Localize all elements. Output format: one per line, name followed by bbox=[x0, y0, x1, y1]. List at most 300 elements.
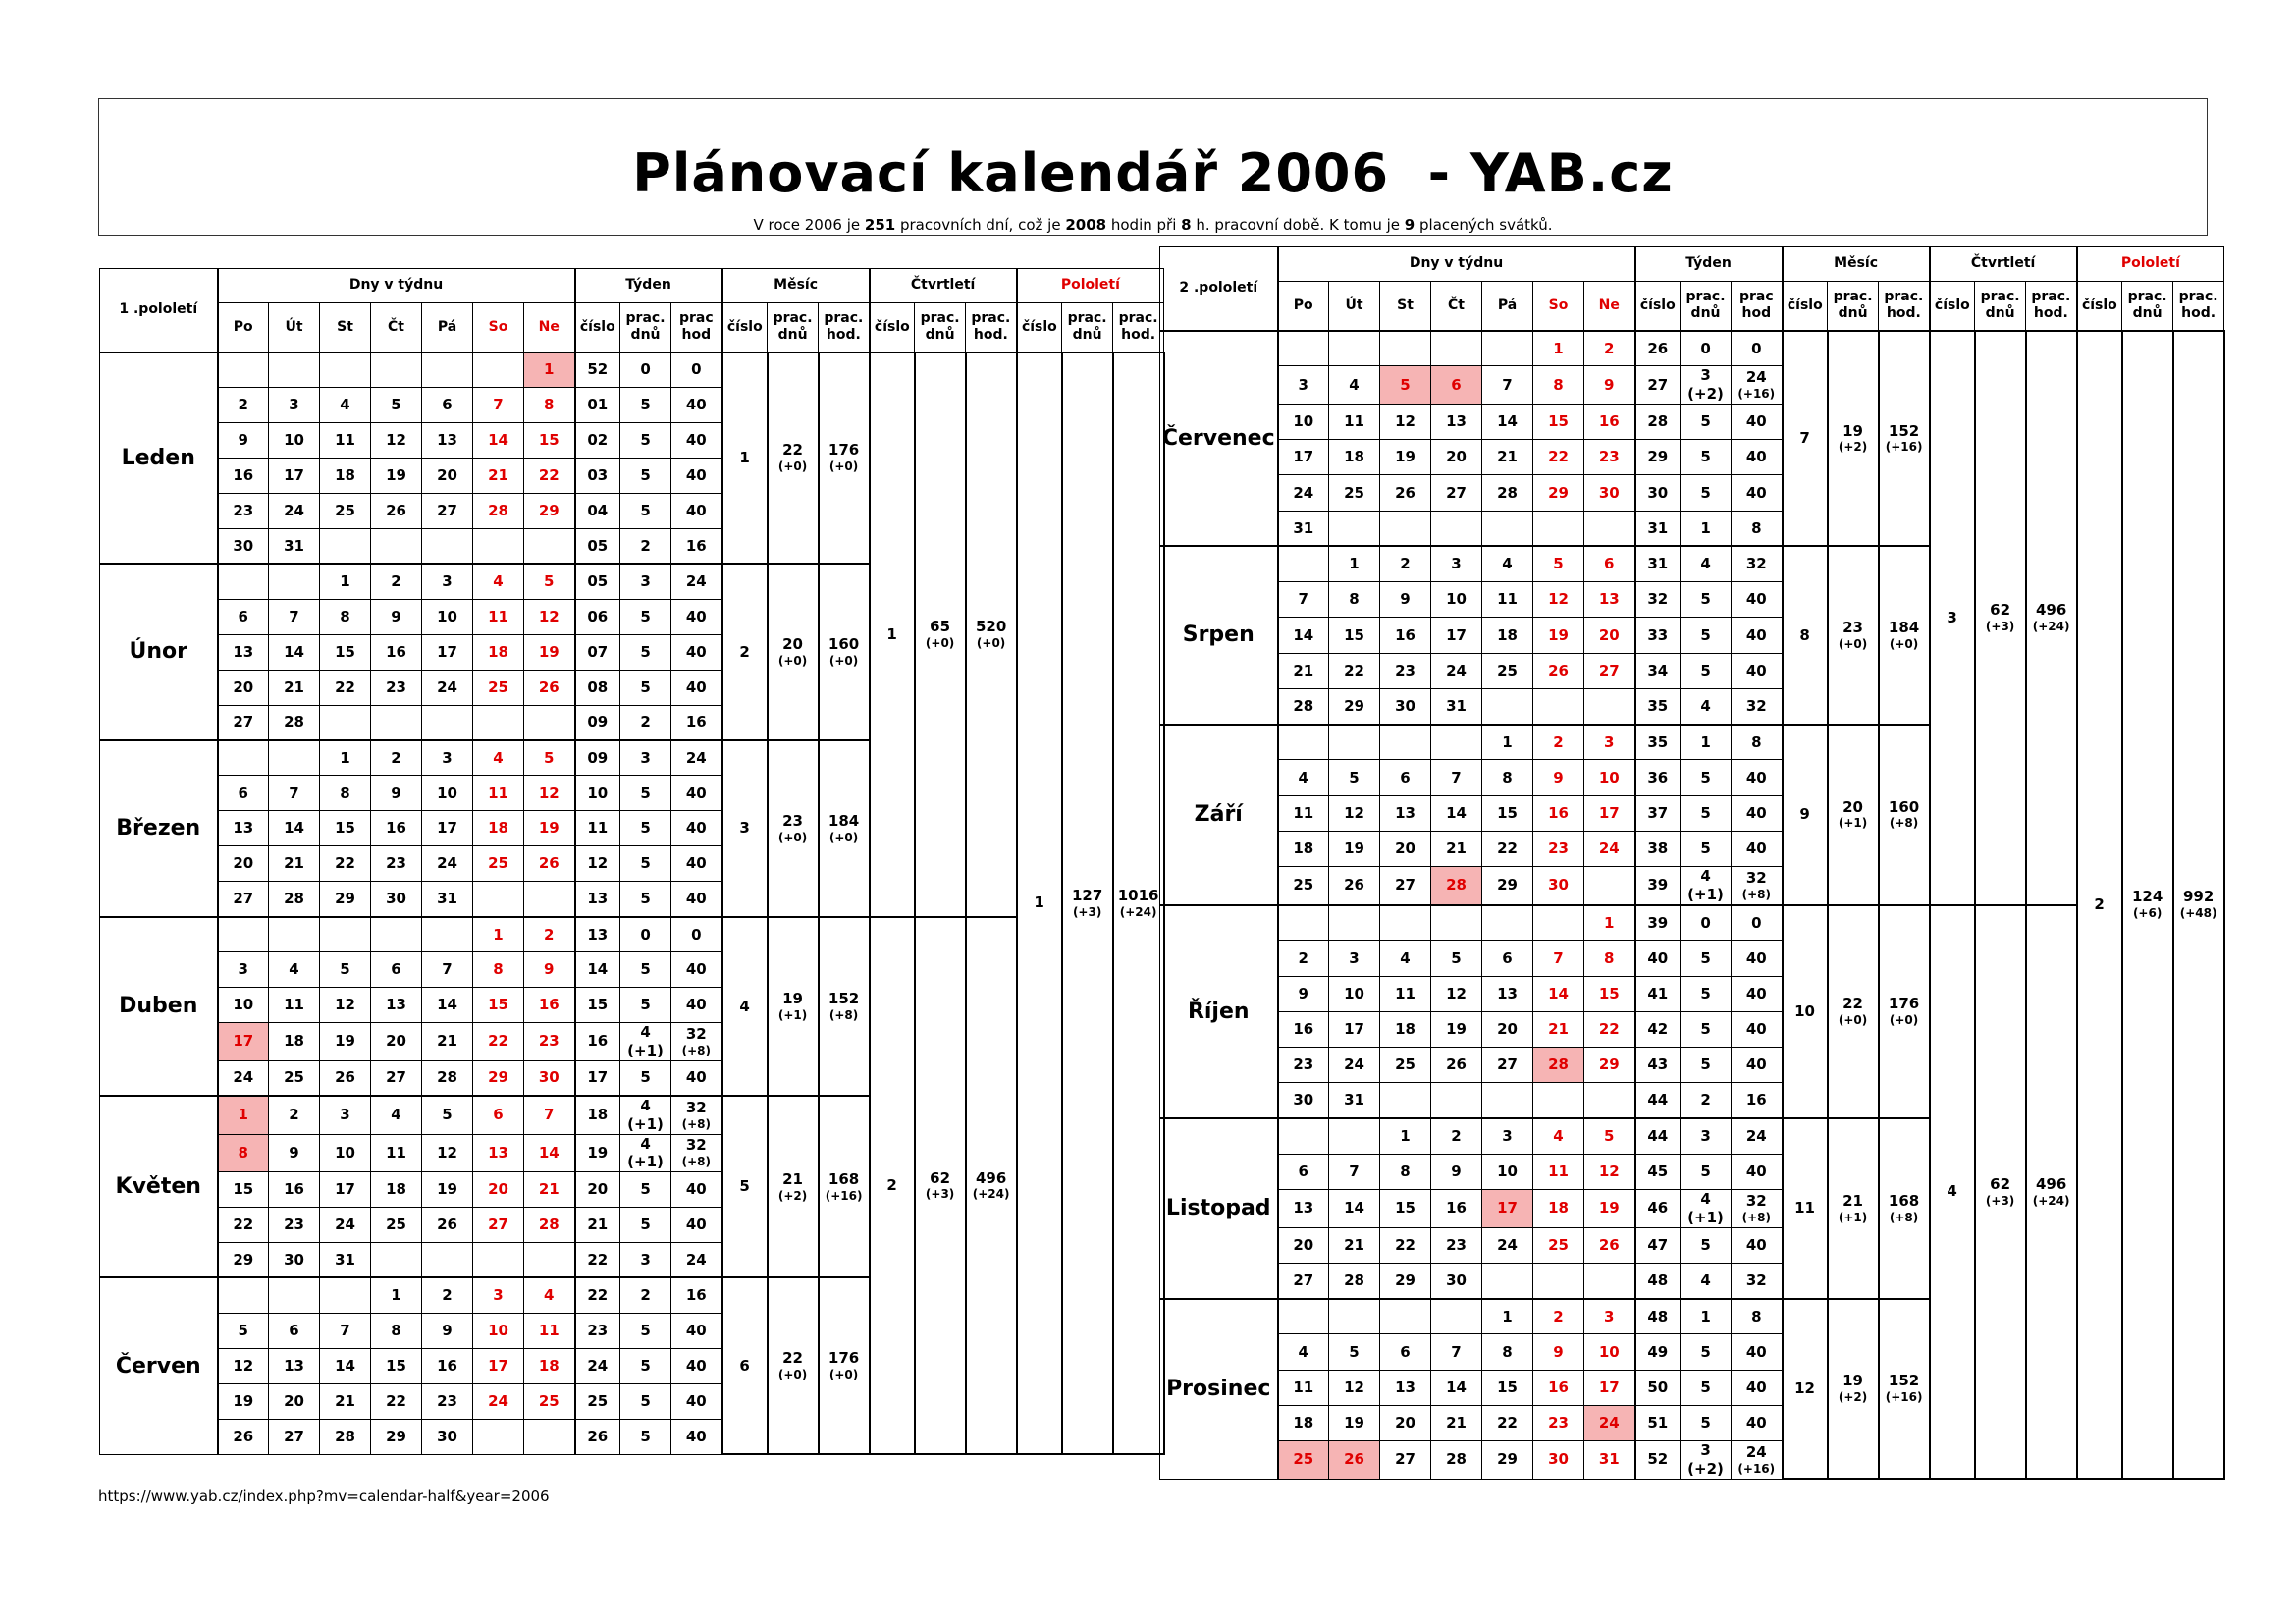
week-number: 43 bbox=[1635, 1048, 1681, 1083]
day-cell: 27 bbox=[218, 705, 269, 740]
quarter-number: 4 bbox=[1930, 905, 1975, 1480]
day-cell: 30 bbox=[1380, 688, 1431, 724]
week-work-days: 5 bbox=[1681, 941, 1732, 976]
page-header bbox=[98, 98, 2208, 236]
day-cell: 14 bbox=[1329, 1190, 1380, 1228]
half-hours-delta: (+48) bbox=[2179, 906, 2217, 921]
month-hours-value: 176 bbox=[828, 1349, 860, 1368]
day-cell bbox=[1482, 1083, 1533, 1118]
month-days-delta: (+1) bbox=[777, 1007, 808, 1022]
day-cell: 13 bbox=[218, 634, 269, 670]
day-cell: 19 bbox=[1584, 1190, 1635, 1228]
week-work-days: 5 bbox=[620, 1208, 671, 1243]
day-cell bbox=[371, 917, 422, 952]
day-cell: 5 bbox=[524, 564, 575, 599]
week-work-days: 3 bbox=[620, 740, 671, 776]
day-cell: 8 bbox=[473, 952, 524, 988]
week-hours-value: 24 bbox=[1745, 1442, 1767, 1461]
month-days-value: 23 bbox=[1842, 619, 1863, 636]
month-work-days bbox=[768, 564, 819, 740]
month-number: 6 bbox=[722, 1277, 768, 1454]
summary-text-4: h. pracovní době. K tomu je bbox=[1196, 216, 1400, 234]
header-days-of-week: Dny v týdnu bbox=[218, 269, 575, 303]
day-cell: 19 bbox=[1533, 618, 1584, 653]
day-cell: 18 bbox=[473, 634, 524, 670]
day-cell: 30 bbox=[422, 1419, 473, 1454]
day-cell: 27 bbox=[422, 493, 473, 528]
day-cell: 23 bbox=[218, 493, 269, 528]
month-hours-value: 184 bbox=[1888, 619, 1920, 636]
day-cell: 28 bbox=[269, 705, 320, 740]
week-work-days: 4 (+1) bbox=[620, 1023, 671, 1061]
day-cell: 7 bbox=[269, 599, 320, 634]
day-cell: 13 bbox=[422, 422, 473, 458]
day-header-6: Ne bbox=[524, 303, 575, 352]
day-cell: 21 bbox=[269, 846, 320, 882]
header-days-of-week: Dny v týdnu bbox=[1278, 247, 1635, 282]
week-number: 50 bbox=[1635, 1370, 1681, 1405]
day-cell: 16 bbox=[371, 634, 422, 670]
day-cell: 27 bbox=[1380, 1441, 1431, 1480]
day-cell: 17 bbox=[1329, 1011, 1380, 1047]
week-work-days: 5 bbox=[620, 1348, 671, 1383]
week-work-hours: 32 bbox=[1732, 1263, 1783, 1298]
week-number: 19 bbox=[575, 1134, 620, 1172]
day-cell bbox=[524, 1242, 575, 1277]
day-cell: 14 bbox=[320, 1348, 371, 1383]
day-cell bbox=[473, 1242, 524, 1277]
quarter-number: 2 bbox=[870, 917, 915, 1454]
week-work-days: 5 bbox=[1681, 404, 1732, 439]
day-cell: 25 bbox=[1482, 653, 1533, 688]
week-number: 34 bbox=[1635, 653, 1681, 688]
day-cell bbox=[473, 882, 524, 917]
week-hours-delta: (+8) bbox=[681, 1116, 711, 1131]
col-header-prac_hod2: prac. hod. bbox=[966, 303, 1017, 352]
day-cell: 1 bbox=[1380, 1118, 1431, 1154]
day-cell: 12 bbox=[1380, 404, 1431, 439]
month-work-days bbox=[768, 1096, 819, 1277]
day-cell: 22 bbox=[218, 1208, 269, 1243]
day-cell: 4 bbox=[1278, 760, 1329, 795]
day-cell: 8 bbox=[1380, 1154, 1431, 1189]
week-hours-delta: (+8) bbox=[681, 1155, 711, 1169]
week-number: 31 bbox=[1635, 546, 1681, 581]
day-cell: 14 bbox=[1278, 618, 1329, 653]
day-cell: 17 bbox=[269, 458, 320, 493]
col-header-cislo: číslo bbox=[722, 303, 768, 352]
week-work-days: 5 bbox=[1681, 1011, 1732, 1047]
month-work-hours bbox=[819, 740, 870, 917]
day-cell: 1 bbox=[1584, 905, 1635, 941]
day-cell: 6 bbox=[1431, 366, 1482, 405]
day-cell bbox=[1380, 905, 1431, 941]
day-cell: 15 bbox=[473, 988, 524, 1023]
week-number: 22 bbox=[575, 1242, 620, 1277]
day-cell: 4 bbox=[320, 387, 371, 422]
month-work-days bbox=[768, 740, 819, 917]
week-work-days: 5 bbox=[620, 988, 671, 1023]
quarter-number: 1 bbox=[870, 352, 915, 917]
day-cell: 7 bbox=[473, 387, 524, 422]
day-cell: 27 bbox=[473, 1208, 524, 1243]
col-header-prac_hod2: prac. hod. bbox=[1879, 282, 1930, 331]
quarter-hours-value: 496 bbox=[975, 1168, 1007, 1187]
day-cell bbox=[1431, 725, 1482, 760]
day-cell: 25 bbox=[1278, 1441, 1329, 1480]
day-cell: 31 bbox=[1329, 1083, 1380, 1118]
month-hours-delta: (+0) bbox=[828, 653, 859, 668]
day-cell: 26 bbox=[1584, 1227, 1635, 1263]
month-work-days bbox=[768, 1277, 819, 1454]
source-url: https://www.yab.cz/index.php?mv=calendar-half&year=2006 bbox=[98, 1488, 550, 1505]
header-month: Měsíc bbox=[1783, 247, 1930, 282]
day-cell: 15 bbox=[1482, 795, 1533, 831]
week-work-hours: 40 bbox=[1732, 653, 1783, 688]
week-number: 44 bbox=[1635, 1118, 1681, 1154]
day-cell bbox=[1278, 331, 1329, 366]
month-hours-value: 152 bbox=[828, 990, 860, 1008]
day-cell: 8 bbox=[1482, 760, 1533, 795]
day-header-2: St bbox=[320, 303, 371, 352]
day-cell: 24 bbox=[320, 1208, 371, 1243]
day-cell: 25 bbox=[269, 1060, 320, 1096]
week-number: 12 bbox=[575, 846, 620, 882]
quarter-work-hours bbox=[966, 917, 1017, 1454]
day-cell: 1 bbox=[473, 917, 524, 952]
day-cell: 2 bbox=[1431, 1118, 1482, 1154]
week-work-hours: 40 bbox=[1732, 440, 1783, 475]
week-number: 42 bbox=[1635, 1011, 1681, 1047]
day-cell: 2 bbox=[422, 1277, 473, 1313]
week-row bbox=[1160, 331, 2224, 366]
day-cell: 7 bbox=[1431, 1334, 1482, 1370]
day-cell: 25 bbox=[371, 1208, 422, 1243]
week-work-hours: 40 bbox=[1732, 1334, 1783, 1370]
day-cell: 24 bbox=[1431, 653, 1482, 688]
week-work-hours: 40 bbox=[671, 811, 722, 846]
day-cell: 7 bbox=[320, 1313, 371, 1348]
month-work-hours bbox=[1879, 725, 1930, 905]
week-work-days: 4 (+1) bbox=[620, 1096, 671, 1134]
day-cell: 29 bbox=[1329, 688, 1380, 724]
week-work-days: 0 bbox=[620, 917, 671, 952]
day-cell: 22 bbox=[1482, 1405, 1533, 1440]
month-work-days bbox=[1828, 546, 1879, 724]
week-work-hours: 40 bbox=[1732, 976, 1783, 1011]
day-cell: 9 bbox=[269, 1134, 320, 1172]
week-work-days: 1 bbox=[1681, 1299, 1732, 1334]
week-work-hours: 40 bbox=[1732, 1048, 1783, 1083]
day-cell: 31 bbox=[422, 882, 473, 917]
day-cell: 26 bbox=[1329, 1441, 1380, 1480]
month-work-days bbox=[1828, 1118, 1879, 1299]
week-work-days: 5 bbox=[620, 493, 671, 528]
week-work-hours: 40 bbox=[671, 634, 722, 670]
day-cell: 13 bbox=[1431, 404, 1482, 439]
day-cell: 14 bbox=[1431, 1370, 1482, 1405]
day-cell: 31 bbox=[269, 528, 320, 564]
day-cell: 26 bbox=[1431, 1048, 1482, 1083]
col-header-prac_hod: prac hod bbox=[671, 303, 722, 352]
quarter-work-days bbox=[1975, 331, 2026, 905]
day-cell: 10 bbox=[473, 1313, 524, 1348]
month-name: Červen bbox=[100, 1277, 218, 1454]
day-cell bbox=[473, 705, 524, 740]
day-cell: 7 bbox=[524, 1096, 575, 1134]
week-work-days: 3 bbox=[1681, 1118, 1732, 1154]
week-number: 46 bbox=[1635, 1190, 1681, 1228]
day-cell: 20 bbox=[422, 458, 473, 493]
day-cell: 2 bbox=[371, 564, 422, 599]
day-cell: 24 bbox=[1584, 1405, 1635, 1440]
week-work-hours: 40 bbox=[671, 846, 722, 882]
day-cell: 4 bbox=[473, 564, 524, 599]
week-work-hours: 40 bbox=[671, 1419, 722, 1454]
day-cell bbox=[422, 352, 473, 388]
day-cell: 6 bbox=[218, 776, 269, 811]
day-cell: 2 bbox=[1278, 941, 1329, 976]
day-header-5: So bbox=[1533, 282, 1584, 331]
day-cell bbox=[1584, 867, 1635, 905]
day-cell bbox=[1533, 905, 1584, 941]
month-name: Prosinec bbox=[1160, 1299, 1278, 1480]
summary-holidays: 9 bbox=[1404, 216, 1415, 234]
week-number: 51 bbox=[1635, 1405, 1681, 1440]
month-hours-delta: (+8) bbox=[1889, 1210, 1919, 1224]
half-days-delta: (+3) bbox=[1072, 904, 1102, 919]
day-cell: 3 bbox=[1482, 1118, 1533, 1154]
day-cell: 8 bbox=[1584, 941, 1635, 976]
col-header-prac_dnu: prac. dnů bbox=[2122, 282, 2173, 331]
day-cell: 17 bbox=[1584, 795, 1635, 831]
week-work-days: 5 bbox=[1681, 582, 1732, 618]
week-work-days: 5 bbox=[620, 387, 671, 422]
week-number: 02 bbox=[575, 422, 620, 458]
month-hours-value: 176 bbox=[828, 441, 860, 460]
day-cell: 8 bbox=[1482, 1334, 1533, 1370]
week-work-days: 5 bbox=[620, 811, 671, 846]
day-cell: 23 bbox=[269, 1208, 320, 1243]
week-number: 18 bbox=[575, 1096, 620, 1134]
day-cell: 4 bbox=[1278, 1334, 1329, 1370]
week-number: 39 bbox=[1635, 905, 1681, 941]
col-header-prac_dnu: prac. dnů bbox=[620, 303, 671, 352]
header-half-year: Pololetí bbox=[2077, 247, 2224, 282]
day-cell bbox=[1482, 905, 1533, 941]
day-cell: 29 bbox=[1482, 1441, 1533, 1480]
day-cell: 16 bbox=[1533, 1370, 1584, 1405]
month-days-value: 22 bbox=[782, 441, 803, 460]
week-work-days: 3 bbox=[620, 564, 671, 599]
day-cell: 11 bbox=[269, 988, 320, 1023]
day-cell bbox=[320, 917, 371, 952]
col-header-prac_dnu: prac. dnů bbox=[1975, 282, 2026, 331]
day-cell: 28 bbox=[320, 1419, 371, 1454]
week-work-days: 5 bbox=[620, 1172, 671, 1208]
day-cell: 16 bbox=[218, 458, 269, 493]
day-cell: 28 bbox=[1278, 688, 1329, 724]
day-cell: 11 bbox=[1380, 976, 1431, 1011]
week-work-hours: 24 bbox=[1732, 1118, 1783, 1154]
day-cell: 13 bbox=[1380, 1370, 1431, 1405]
quarter-work-hours bbox=[2026, 905, 2077, 1480]
week-work-hours: 24 bbox=[671, 740, 722, 776]
day-cell: 22 bbox=[1533, 440, 1584, 475]
week-work-days: 4 (+1) bbox=[1681, 867, 1732, 905]
day-cell: 28 bbox=[269, 882, 320, 917]
day-cell: 31 bbox=[320, 1242, 371, 1277]
col-header-prac_dnu: prac. dnů bbox=[1828, 282, 1879, 331]
day-cell: 3 bbox=[269, 387, 320, 422]
day-cell: 3 bbox=[218, 952, 269, 988]
week-hours-delta: (+8) bbox=[1741, 887, 1771, 901]
day-cell: 13 bbox=[218, 811, 269, 846]
day-cell: 10 bbox=[422, 776, 473, 811]
week-work-days: 0 bbox=[620, 352, 671, 388]
day-cell: 1 bbox=[1329, 546, 1380, 581]
day-cell: 28 bbox=[1329, 1263, 1380, 1298]
summary-text-1: V roce 2006 je bbox=[753, 216, 861, 234]
day-cell bbox=[1329, 725, 1380, 760]
day-cell: 15 bbox=[524, 422, 575, 458]
day-header-1: Út bbox=[1329, 282, 1380, 331]
month-work-days bbox=[1828, 331, 1879, 547]
quarter-days-delta: (+3) bbox=[1985, 1193, 2015, 1208]
day-cell: 4 bbox=[1329, 366, 1380, 405]
header-month: Měsíc bbox=[722, 269, 870, 303]
day-cell: 9 bbox=[1431, 1154, 1482, 1189]
day-cell: 12 bbox=[218, 1348, 269, 1383]
week-hours-value: 32 bbox=[1745, 1191, 1767, 1210]
week-number: 32 bbox=[1635, 582, 1681, 618]
day-cell: 21 bbox=[320, 1383, 371, 1419]
day-cell bbox=[218, 740, 269, 776]
half-year-work-hours bbox=[1113, 352, 1164, 1455]
day-cell: 25 bbox=[524, 1383, 575, 1419]
day-cell bbox=[371, 528, 422, 564]
day-cell: 19 bbox=[1380, 440, 1431, 475]
week-work-hours: 40 bbox=[1732, 1405, 1783, 1440]
day-cell: 17 bbox=[320, 1172, 371, 1208]
day-cell: 6 bbox=[1380, 760, 1431, 795]
day-cell: 20 bbox=[1278, 1227, 1329, 1263]
day-cell: 6 bbox=[1584, 546, 1635, 581]
week-number: 33 bbox=[1635, 618, 1681, 653]
summary-daily-hours: 8 bbox=[1181, 216, 1192, 234]
day-cell: 26 bbox=[524, 670, 575, 705]
month-work-hours bbox=[819, 1277, 870, 1454]
day-cell: 18 bbox=[269, 1023, 320, 1061]
week-number: 28 bbox=[1635, 404, 1681, 439]
day-cell: 16 bbox=[1278, 1011, 1329, 1047]
week-hours-delta: (+16) bbox=[1737, 386, 1776, 401]
week-work-days: 5 bbox=[620, 1383, 671, 1419]
day-cell: 21 bbox=[422, 1023, 473, 1061]
day-cell: 3 bbox=[320, 1096, 371, 1134]
week-number: 49 bbox=[1635, 1334, 1681, 1370]
day-cell: 21 bbox=[1329, 1227, 1380, 1263]
day-header-3: Čt bbox=[371, 303, 422, 352]
day-cell: 15 bbox=[1533, 404, 1584, 439]
month-number: 11 bbox=[1783, 1118, 1828, 1299]
day-cell bbox=[269, 564, 320, 599]
day-cell: 2 bbox=[1380, 546, 1431, 581]
week-work-days: 5 bbox=[1681, 831, 1732, 866]
week-number: 15 bbox=[575, 988, 620, 1023]
week-row bbox=[100, 917, 1164, 952]
day-cell: 20 bbox=[1584, 618, 1635, 653]
day-cell: 22 bbox=[320, 846, 371, 882]
summary-text-3: hodin při bbox=[1110, 216, 1177, 234]
week-work-hours bbox=[1732, 1441, 1783, 1480]
day-cell: 12 bbox=[1584, 1154, 1635, 1189]
month-days-value: 23 bbox=[782, 811, 803, 830]
week-work-days: 4 bbox=[1681, 546, 1732, 581]
day-cell: 11 bbox=[524, 1313, 575, 1348]
day-cell: 2 bbox=[1533, 1299, 1584, 1334]
week-work-hours: 40 bbox=[671, 1060, 722, 1096]
week-number: 21 bbox=[575, 1208, 620, 1243]
day-cell: 17 bbox=[422, 811, 473, 846]
day-cell: 11 bbox=[1329, 404, 1380, 439]
day-cell: 10 bbox=[1584, 1334, 1635, 1370]
month-work-hours bbox=[1879, 1118, 1930, 1299]
day-cell: 15 bbox=[1380, 1190, 1431, 1228]
day-cell: 8 bbox=[1533, 366, 1584, 405]
month-work-hours bbox=[1879, 1299, 1930, 1480]
day-cell bbox=[1329, 1299, 1380, 1334]
week-work-days: 5 bbox=[1681, 440, 1732, 475]
month-number: 2 bbox=[722, 564, 768, 740]
month-work-hours bbox=[819, 1096, 870, 1277]
day-cell: 12 bbox=[1329, 1370, 1380, 1405]
month-hours-value: 168 bbox=[1888, 1191, 1920, 1210]
week-number: 14 bbox=[575, 952, 620, 988]
week-number: 38 bbox=[1635, 831, 1681, 866]
day-cell bbox=[1278, 1118, 1329, 1154]
month-number: 1 bbox=[722, 352, 768, 565]
day-cell bbox=[1482, 1263, 1533, 1298]
week-work-hours bbox=[671, 1023, 722, 1061]
day-cell: 29 bbox=[1482, 867, 1533, 905]
week-hours-value: 24 bbox=[1745, 368, 1767, 387]
week-work-days: 5 bbox=[620, 846, 671, 882]
half-year-number: 1 bbox=[1017, 352, 1062, 1455]
day-cell: 11 bbox=[473, 776, 524, 811]
day-cell: 26 bbox=[1329, 867, 1380, 905]
day-cell bbox=[371, 352, 422, 388]
day-cell bbox=[524, 1419, 575, 1454]
day-header-0: Po bbox=[218, 303, 269, 352]
day-cell: 26 bbox=[371, 493, 422, 528]
day-cell: 28 bbox=[1431, 867, 1482, 905]
day-cell bbox=[371, 1242, 422, 1277]
day-cell: 16 bbox=[1380, 618, 1431, 653]
day-cell: 6 bbox=[371, 952, 422, 988]
week-work-days: 5 bbox=[620, 1313, 671, 1348]
week-work-days: 5 bbox=[620, 776, 671, 811]
day-cell: 5 bbox=[1329, 760, 1380, 795]
day-cell bbox=[1278, 1299, 1329, 1334]
col-header-prac_dnu: prac. dnů bbox=[915, 303, 966, 352]
day-cell: 26 bbox=[1533, 653, 1584, 688]
week-work-hours: 32 bbox=[1732, 688, 1783, 724]
day-cell bbox=[422, 528, 473, 564]
day-cell bbox=[1431, 331, 1482, 366]
week-number: 09 bbox=[575, 740, 620, 776]
summary-hours: 2008 bbox=[1065, 216, 1107, 234]
